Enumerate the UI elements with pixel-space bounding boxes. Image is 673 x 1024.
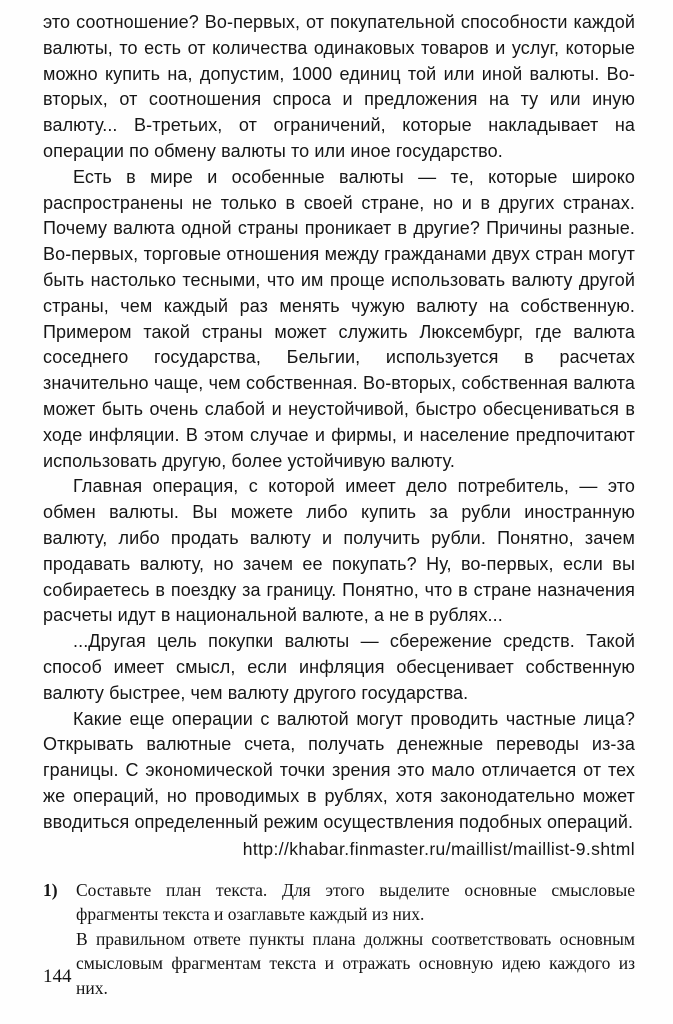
exercise-number: 1): [43, 879, 58, 900]
body-paragraph-2: Есть в мире и особенные валюты — те, которые широко распространены не только в своей стране, но и в других странах. Почему валюта одной страны проникает в другие? Причины разные. Во-первых, торговые отношения между гражданами двух стран могут быть настолько тесными, что им проще использовать валюту другой страны, чем каждый раз менять чужую валюту на собственную. Примером такой страны может служить Люксембург, где валюта соседнего государства, Бельгии, используется в расчетах значительно чаще, чем собственная. Во-вторых, собственная валюта может быть очень слабой и неустойчивой, быстро обесцениваться в ходе инфляции. В этом случае и фирмы, и население предпочитают использовать другую, более устойчивую валюту.: [43, 166, 635, 471]
main-text-block: [43, 10, 635, 1000]
body-paragraph-3: Главная операция, с которой имеет дело потребитель, — это обмен валюты. Вы можете либо купить за рубли иностранную валюту, либо продать валюту и получить рубли. Понятно, зачем продавать валюту, но зачем ее покупать? Ну, во-первых, если вы собираетесь в поездку за границу. Понятно, что в стране назначения расчеты идут в национальной валюте, а не в рублях...: [43, 476, 635, 626]
body-paragraph-4: ...Другая цель покупки валюты — сбережение средств. Такой способ имеет смысл, если инфляция обесценивает собственную валюту быстрее, чем валюту другого государства.: [43, 631, 635, 703]
source-url: http://khabar.finmaster.ru/maillist/maillist-9.shtml: [242, 838, 635, 859]
exercise-item-1: [43, 878, 635, 1001]
body-paragraph-1: это соотношение? Во-первых, от покупательной способности каждой валюты, то есть от количества одинаковых товаров и услуг, которые можно купить на, допустим, 1000 единиц той или иной валюты. Во-вторых, от соотношения спроса и предложения на ту или иную валюту... В-третьих, от ограничений, которые накладывает на операции по обмену валюты то или иное государство.: [43, 12, 635, 161]
page-number: 144: [43, 966, 72, 987]
exercise-text: [76, 878, 635, 1001]
exercise-paragraph-2: В правильном ответе пункты плана должны соответствовать основным смысловым фрагментам текста и отражать основную идею каждого из них.: [76, 928, 635, 998]
exercise-paragraph-1: Составьте план текста. Для этого выделите основные смысловые фрагменты текста и озаглавьте каждый из них.: [76, 879, 635, 924]
body-paragraph-5: Какие еще операции с валютой могут проводить частные лица? Открывать валютные счета, получать денежные переводы из-за границы. С экономической точки зрения это мало отличается от тех же операций, но проводимых в рублях, хотя законодательно может вводиться определенный режим осуществления подобных операций.: [43, 708, 635, 832]
